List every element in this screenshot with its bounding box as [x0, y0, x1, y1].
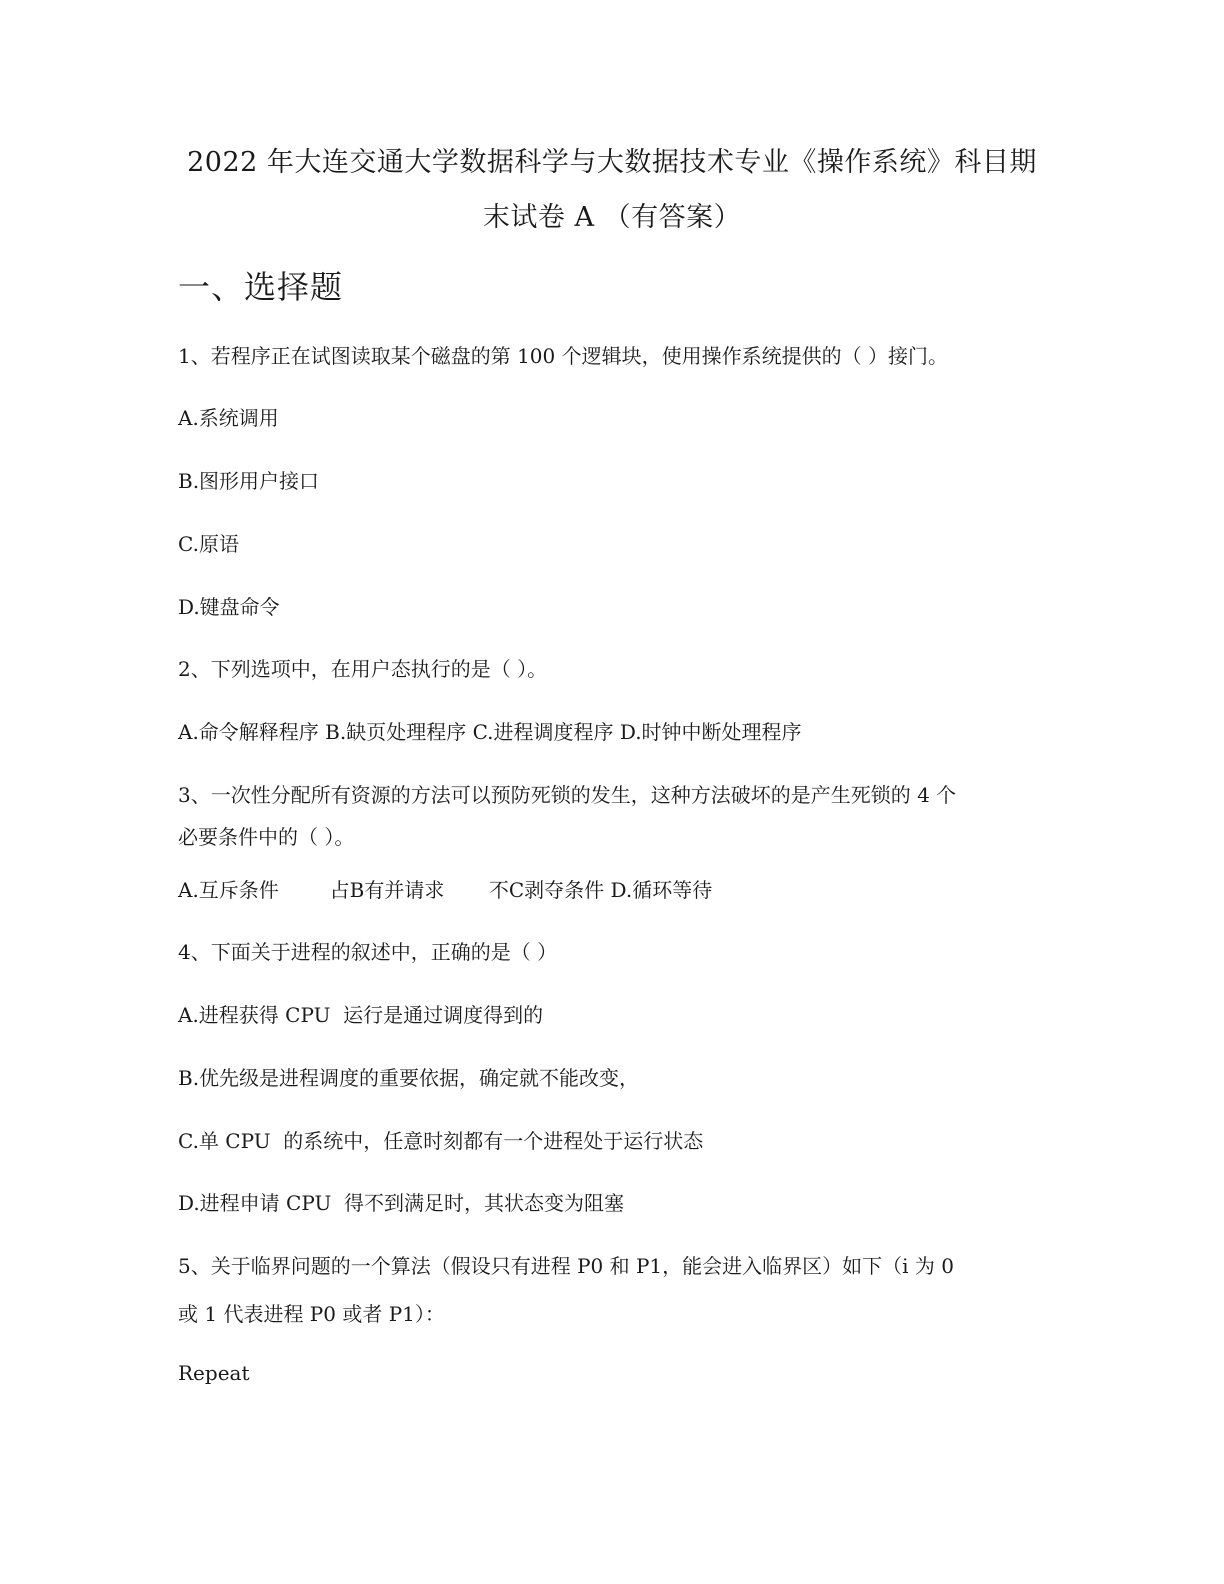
- code-repeat: Repeat: [178, 1361, 250, 1385]
- question-4: 4、下面关于进程的叙述中，正确的是（ ）: [178, 940, 558, 964]
- question-1-option-d: D.键盘命令: [178, 595, 280, 619]
- question-1-option-a: A.系统调用: [178, 406, 279, 430]
- question-1-option-c: C.原语: [178, 532, 239, 556]
- document-title-line-1: 2022 年大连交通大学数据科学与大数据技术专业《操作系统》科目期: [187, 147, 1037, 178]
- question-4-option-d: D.进程申请 CPU 得不到满足时，其状态变为阻塞: [178, 1191, 625, 1215]
- question-1-option-b: B.图形用户接口: [178, 469, 320, 493]
- question-2-options: A.命令解释程序 B.缺页处理程序 C.进程调度程序 D.时钟中断处理程序: [178, 720, 802, 744]
- question-4-option-b: B.优先级是进程调度的重要依据，确定就不能改变，: [178, 1066, 640, 1090]
- question-4-option-a: A.进程获得 CPU 运行是通过调度得到的: [178, 1003, 544, 1027]
- question-3-line-1: 3、一次性分配所有资源的方法可以预防死锁的发生，这种方法破坏的是产生死锁的 4 个: [178, 783, 957, 807]
- question-2: 2、下列选项中，在用户态执行的是（ ）。: [178, 657, 548, 681]
- question-5-line-1: 5、关于临界问题的一个算法（假设只有进程 P0 和 P1，能会进入临界区）如下（i 为 0: [178, 1254, 954, 1278]
- section-heading: 一、选择题: [178, 268, 344, 306]
- question-3-line-2: 必要条件中的（ ）。: [178, 825, 355, 849]
- question-5-line-2: 或 1 代表进程 P0 或者 P1）：: [178, 1302, 445, 1326]
- question-4-option-c: C.单 CPU 的系统中，任意时刻都有一个进程处于运行状态: [178, 1129, 704, 1153]
- question-1: 1、若程序正在试图读取某个磁盘的第 100 个逻辑块，使用操作系统提供的（ ）接门。: [178, 344, 948, 368]
- document-title-line-2: 末试卷 A （有答案）: [482, 202, 742, 233]
- question-3-options: A.互斥条件 占B有并请求 不C剥夺条件 D.循环等待: [178, 878, 713, 902]
